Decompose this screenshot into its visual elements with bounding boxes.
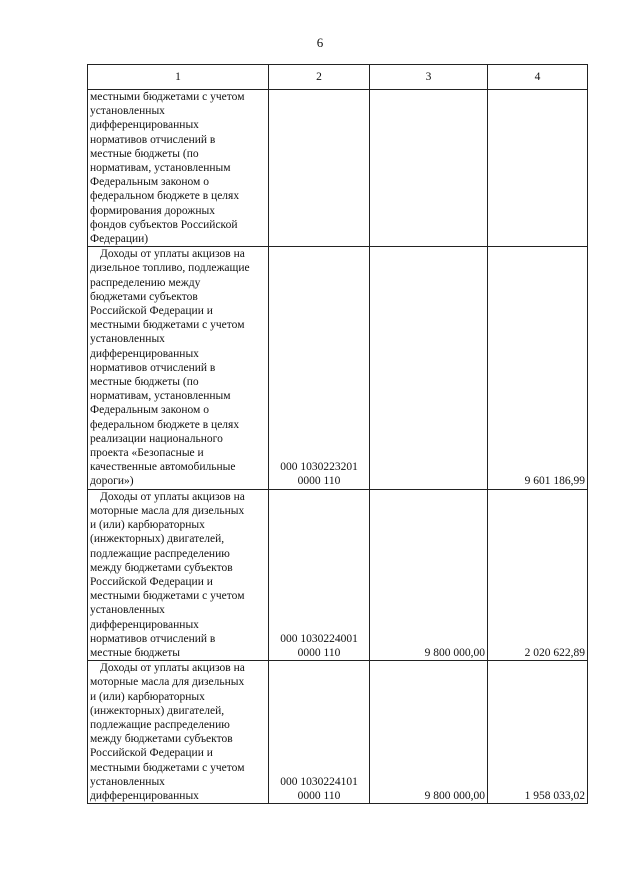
table-header-row: [88, 65, 588, 90]
code-line: 0000 110: [297, 646, 341, 659]
description-line: нормативов отчислений в: [90, 632, 216, 645]
description-line: местные бюджеты (по: [90, 376, 199, 389]
description-line: дороги»): [90, 475, 134, 488]
description-line: моторные масла для дизельных: [90, 504, 245, 517]
description-line: нормативов отчислений в: [90, 133, 216, 146]
description-line: дизельное топливо, подлежащие: [90, 262, 250, 275]
code-line: 000 1030224001: [280, 632, 358, 645]
column-header-2: 2: [269, 65, 370, 90]
table-row: [88, 90, 588, 247]
description-line: (инжекторных) двигателей,: [90, 533, 225, 546]
code-line: 0000 110: [297, 789, 341, 802]
row-plan-amount: 9 800 000,00: [370, 489, 488, 660]
description-line: формирования дорожных: [90, 204, 215, 217]
row-actual-amount: 2 020 622,89: [488, 489, 588, 660]
description-line: установленных: [90, 333, 165, 346]
description-line: Федеральным законом о: [90, 176, 209, 189]
row-description: [88, 489, 269, 660]
description-line: бюджетами субъектов: [90, 290, 198, 303]
description-line: распределению между: [90, 276, 201, 289]
row-classification-code: [269, 247, 370, 489]
description-line: Российской Федерации и: [90, 575, 213, 588]
description-line: Федерации): [90, 233, 149, 246]
description-line: качественные автомобильные: [90, 461, 236, 474]
description-line: местными бюджетами с учетом: [90, 319, 245, 332]
row-plan-amount: [370, 247, 488, 489]
description-line: Доходы от уплаты акцизов на: [100, 248, 245, 261]
description-line: дифференцированных: [90, 347, 199, 360]
description-line: местные бюджеты: [90, 646, 181, 659]
code-line: 0000 110: [297, 475, 341, 488]
description-line: установленных: [90, 604, 165, 617]
description-line: нормативам, установленным: [90, 162, 231, 175]
row-description: [88, 661, 269, 804]
description-line: Российской Федерации и: [90, 747, 213, 760]
table-row: [88, 661, 588, 804]
description-line: Доходы от уплаты акцизов на: [100, 662, 245, 675]
description-line: моторные масла для дизельных: [90, 676, 245, 689]
row-description: [88, 247, 269, 489]
description-line: дифференцированных: [90, 119, 199, 132]
description-line: федеральном бюджете в целях: [90, 190, 240, 203]
description-line: и (или) карбюраторных: [90, 690, 205, 703]
description-line: и (или) карбюраторных: [90, 519, 205, 532]
column-header-4: 4: [488, 65, 588, 90]
description-line: дифференцированных: [90, 618, 199, 631]
description-line: Российской Федерации и: [90, 305, 213, 318]
row-classification-code: [269, 661, 370, 804]
description-line: подлежащие распределению: [90, 547, 230, 560]
description-line: местные бюджеты (по: [90, 147, 199, 160]
row-classification-code: [269, 489, 370, 660]
column-header-1: 1: [88, 65, 269, 90]
row-actual-amount: 9 601 186,99: [488, 247, 588, 489]
row-classification-code: [269, 90, 370, 247]
description-line: местными бюджетами с учетом: [90, 590, 245, 603]
description-line: проекта «Безопасные и: [90, 447, 204, 460]
description-line: между бюджетами субъектов: [90, 561, 233, 574]
description-line: фондов субъектов Российской: [90, 218, 238, 231]
row-plan-amount: [370, 90, 488, 247]
description-line: нормативам, установленным: [90, 390, 231, 403]
description-line: Федеральным законом о: [90, 404, 209, 417]
row-actual-amount: [488, 90, 588, 247]
description-line: (инжекторных) двигателей,: [90, 704, 225, 717]
description-line: подлежащие распределению: [90, 718, 230, 731]
code-line: 000 1030224101: [280, 775, 358, 788]
description-line: местными бюджетами с учетом: [90, 761, 245, 774]
table-row: [88, 247, 588, 489]
revenue-table: [87, 64, 588, 804]
description-line: Доходы от уплаты акцизов на: [100, 490, 245, 503]
page-number: 6: [316, 35, 324, 50]
row-plan-amount: 9 800 000,00: [370, 661, 488, 804]
description-line: реализации национального: [90, 432, 223, 445]
description-line: дифференцированных: [90, 789, 199, 802]
description-line: установленных: [90, 775, 165, 788]
row-actual-amount: 1 958 033,02: [488, 661, 588, 804]
column-header-3: 3: [370, 65, 488, 90]
row-description: [88, 90, 269, 247]
table-row: [88, 489, 588, 660]
description-line: установленных: [90, 105, 165, 118]
description-line: местными бюджетами с учетом: [90, 91, 245, 103]
description-line: между бюджетами субъектов: [90, 733, 233, 746]
code-line: 000 1030223201: [280, 461, 358, 474]
description-line: нормативов отчислений в: [90, 361, 216, 374]
description-line: федеральном бюджете в целях: [90, 418, 240, 431]
